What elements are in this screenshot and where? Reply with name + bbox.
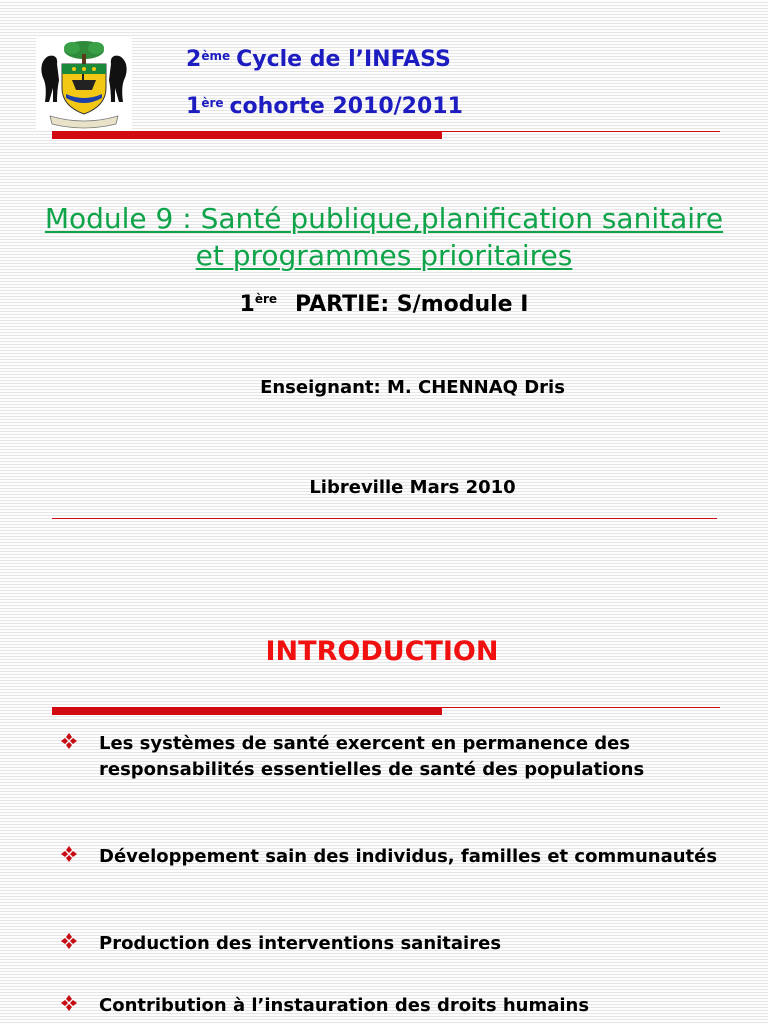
diamond-bullet-icon [60, 732, 78, 750]
introduction-title: INTRODUCTION [265, 636, 499, 667]
cohort-superscript: ère [201, 96, 224, 110]
cycle-superscript: ème [201, 49, 231, 63]
coat-of-arms-logo [36, 36, 132, 130]
cohort-header [186, 94, 463, 119]
cycle-number: 2 [186, 47, 202, 72]
footer-divider-line [52, 518, 717, 519]
module-title: Module 9 : Santé publique,planification sanitaire et programmes prioritaires [44, 202, 724, 272]
bullet-text: Contribution à l’instauration des droits humains [99, 995, 590, 1016]
diamond-bullet-icon [60, 994, 78, 1012]
teacher-name: Enseignant: M. CHENNAQ Dris [260, 377, 565, 398]
partie-number: 1 [239, 292, 255, 317]
place-date: Libreville Mars 2010 [309, 477, 516, 498]
partie-superscript: ère [254, 292, 278, 306]
bullet-text: Développement sain des individus, familles et communautés [99, 846, 718, 867]
diamond-bullet-icon [60, 932, 78, 950]
cycle-text: Cycle de l’INFASS [236, 47, 451, 72]
cohort-number: 1 [186, 94, 202, 119]
partie-heading [0, 292, 768, 317]
partie-text: PARTIE: S/module I [295, 292, 529, 317]
intro-accent-bar [52, 707, 442, 715]
cohort-text: cohorte 2010/2011 [229, 94, 463, 119]
header-accent-bar [52, 131, 442, 139]
bullet-text: Les systèmes de santé exercent en permanence des responsabilités essentielles de santé des populations [99, 733, 645, 780]
bullet-text: Production des interventions sanitaires [99, 933, 502, 954]
diamond-bullet-icon [60, 845, 78, 863]
cycle-header [186, 47, 451, 72]
